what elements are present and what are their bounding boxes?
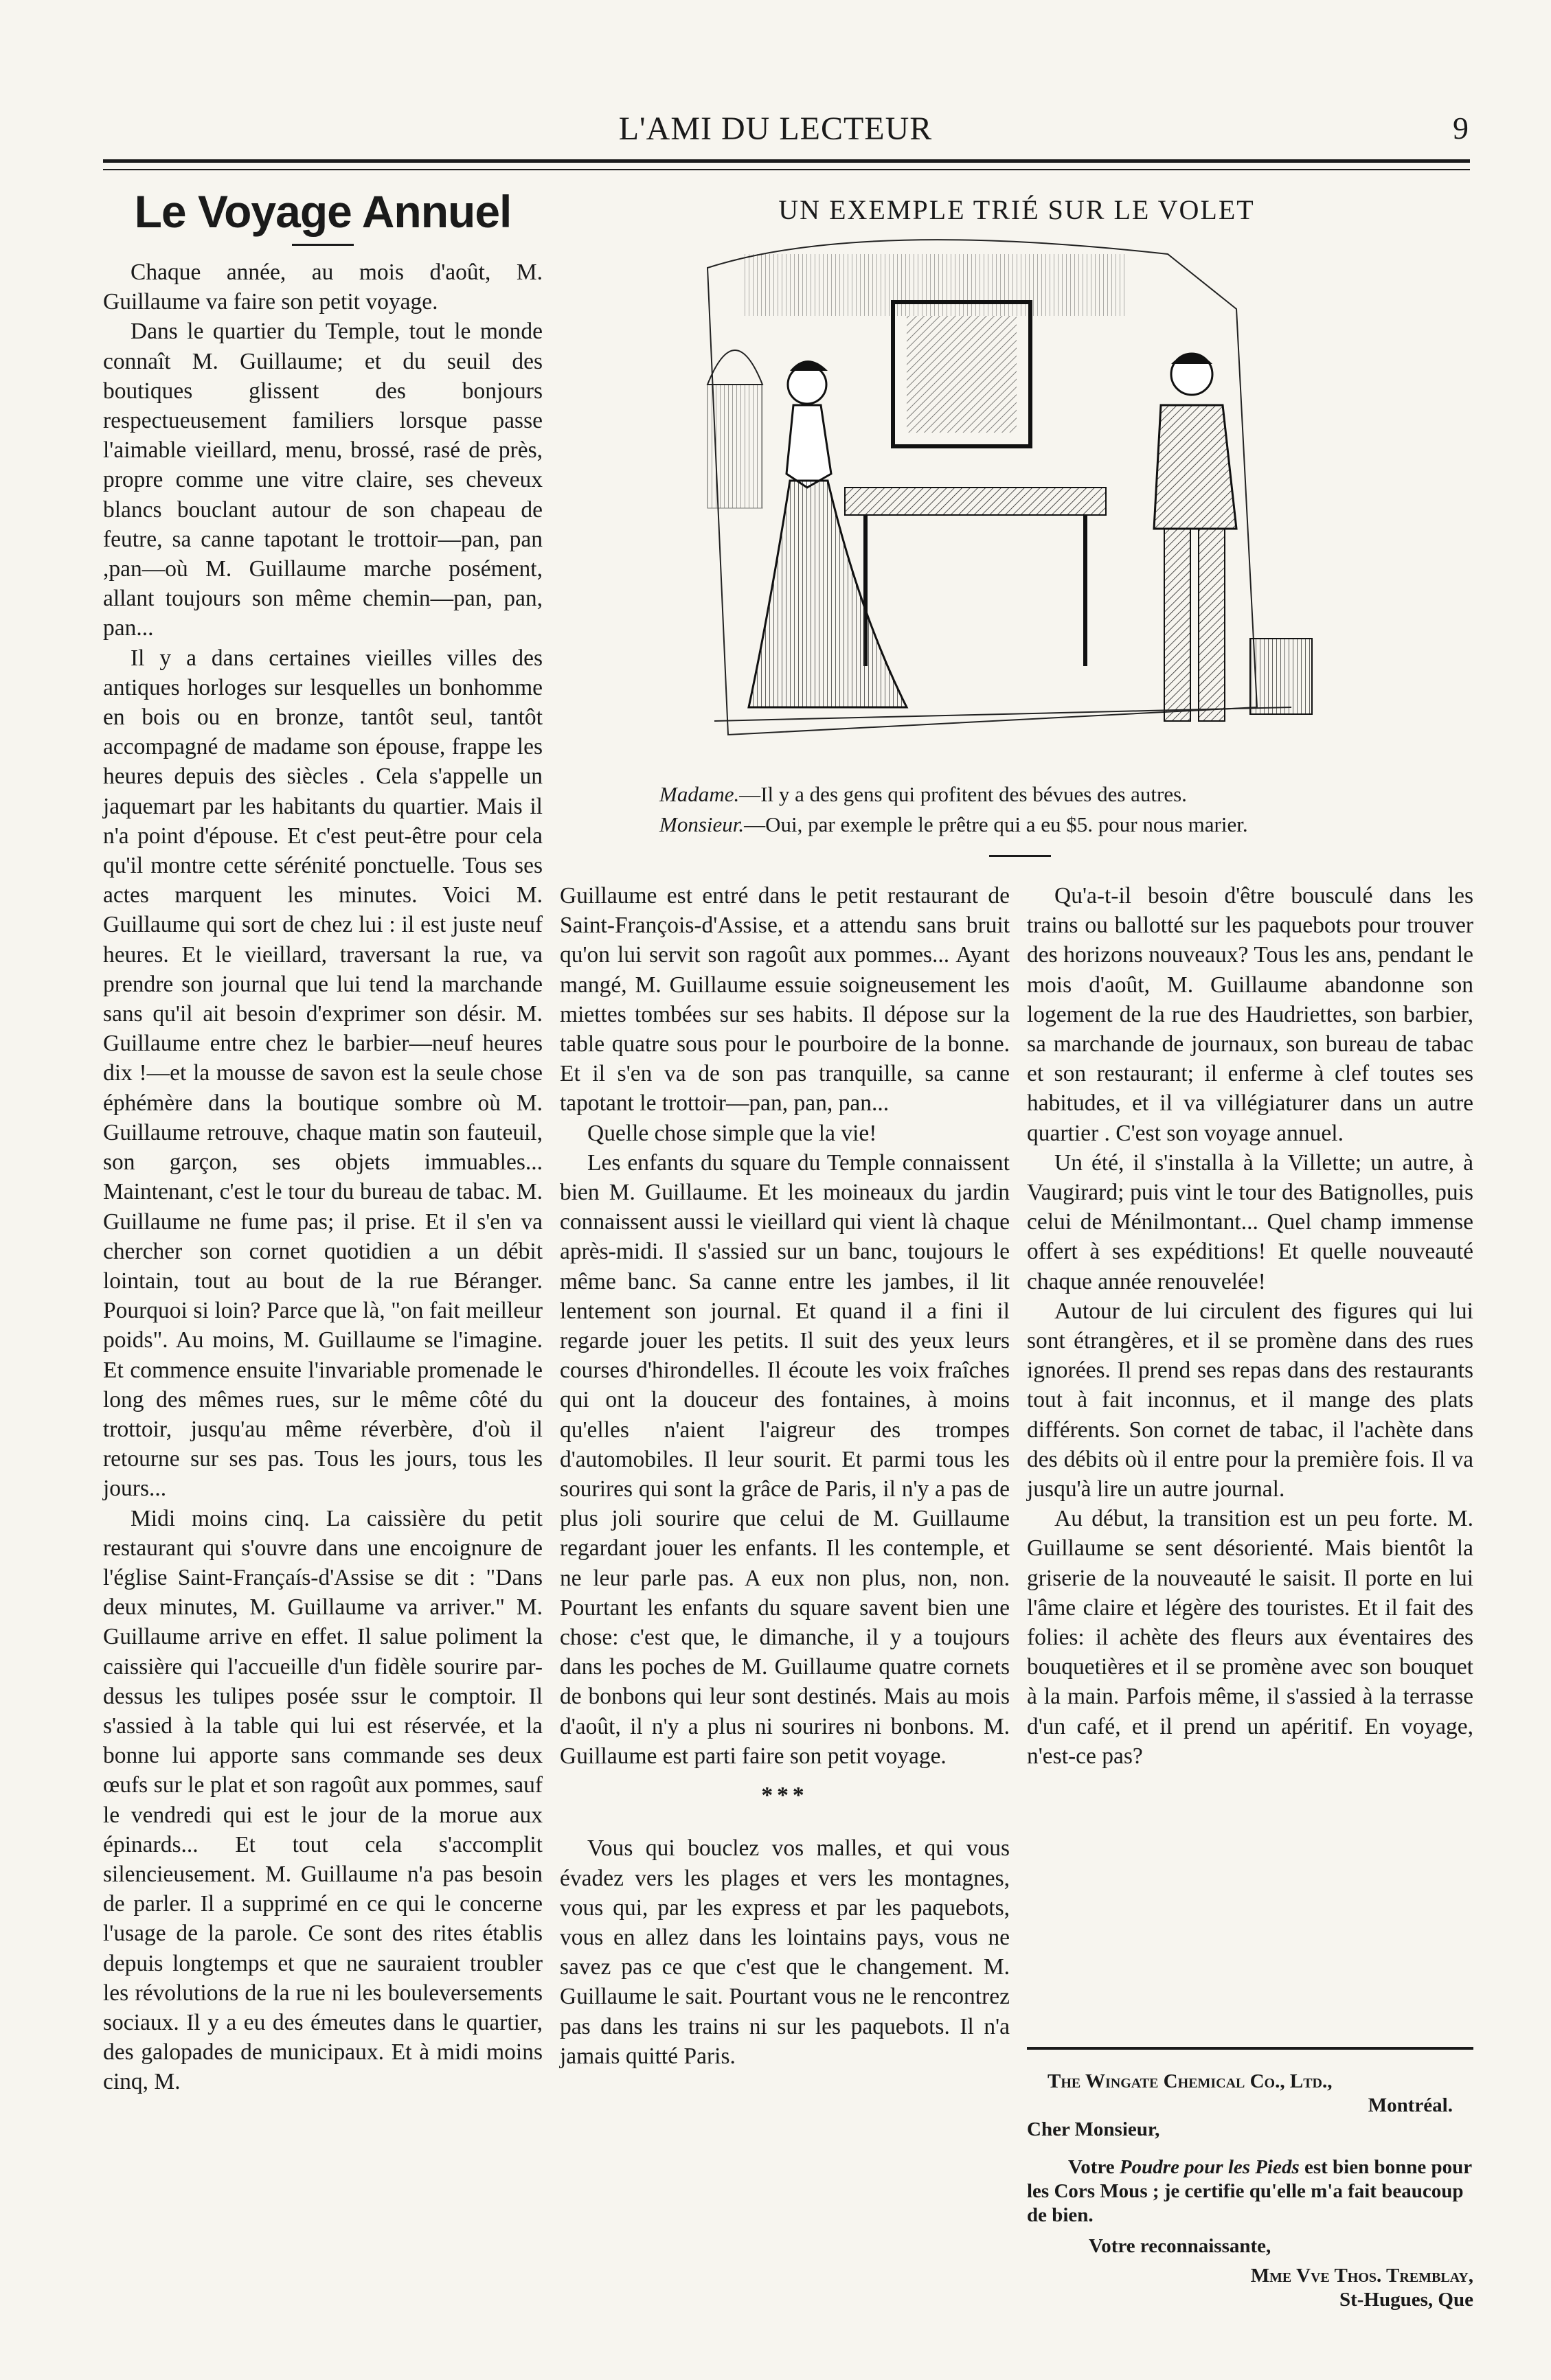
illustration-heading: UN EXEMPLE TRIÉ SUR LE VOLET: [778, 194, 1255, 225]
caption-speaker: Monsieur.: [659, 812, 745, 836]
paragraph: Au début, la transition est un peu forte. M. Guillaume se sent désorienté. Mais bientôt la griserie de la nouveauté le saisit. Il porte en lui l'âme claire et légère des touristes. Et il fait des folies: il achète des fleurs aux éventaires des bouquetières et il se promène avec son bouquet à la main. Parfois même, il s'assied à la terrasse d'un café, et il prend un apéritif. En voyage, n'est-ce pas?: [1027, 1506, 1473, 1769]
ad-divider: [1027, 2047, 1473, 2050]
column-left: [103, 258, 543, 2097]
ad-place: St-Hugues, Que: [1339, 2289, 1473, 2311]
ad-closing: Votre reconnaissante,: [1089, 2235, 1271, 2257]
paragraph: Qu'a-t-il besoin d'être bousculé dans les trains ou ballotté sur les paquebots pour trouver des horizons nouveaux? Tous les ans, pendant le mois d'août, M. Guillaume abandonne son logement de la rue des Haudriettes, son barbier, sa marchande de journaux, son bureau de tabac et son restaurant; il enferme à clef toutes ses habitudes, et il va villégiaturer dans un autre quartier . C'est son voyage annuel.: [1027, 883, 1473, 1146]
paragraph: Il y a dans certaines vieilles villes des antiques horloges sur lesquelles un bonhomme en bois ou en bronze, tantôt seul, tantôt accompagné de madame son épouse, frappe les heures depuis des siècles . Cela s'appelle un jaquemart par les habitants du quartier. Mais il n'a point d'épouse. Et c'est peut-être pour cela qu'il montre cette sérénité ponctuelle. Tous ses actes marquent les minutes. Voici M. Guillaume qui sort de chez lui : il est juste neuf heures. Et le vieillard, traversant la rue, va prendre son journal que lui tend la marchande sans qu'il ait besoin d'exprimer son désir. M. Guillaume entre chez le barbier—neuf heures dix !—et la mousse de savon est la seule chose éphémère dans la boutique sombre où M. Guillaume retrouve, chaque matin son fauteuil, son garçon, ses objets immuables... Maintenant, c'est le tour du bureau de tabac. M. Guillaume ne fume pas; il prise. Et il s'en va chercher son cornet quotidien a un débit lointain, tout au bout de la rue Béranger. Pourquoi si loin? Parce que là, "on fait meilleur poids". Au moins, M. Guillaume se l'imagine. Et commence ensuite l'invariable promenade le long des mêmes rues, sur le même côté du trottoir, jusqu'au même réverbère, d'où il retourne sur ses pas. Tous les jours, tous les jours...: [103, 645, 543, 1502]
ad-salutation: Cher Monsieur,: [1027, 2118, 1160, 2140]
ad-company: The Wingate Chemical Co., Ltd.,: [1048, 2070, 1333, 2092]
header-rule-thin: [103, 169, 1470, 170]
paragraph: Les enfants du square du Temple connaissent bien M. Guillaume. Et les moineaux du jardin connaissent aussi le vieillard qui vient là chaque après-midi. Il s'assied sur un banc, toujours le même banc. Sa canne entre les jambes, il lit lentement son journal. Et quand il a fini il regarde jouer les petits. Il suit des yeux leurs courses d'hirondelles. Il écoute les voix fraîches qui ont la douceur des fontaines, à moins qu'elles n'aient l'aigreur des trompes d'automobiles. Il leur sourit. Et parmi tous les sourires qui sont la grâce de Paris, il n'y a pas de plus joli sourire que celui de M. Guillaume regardant jouer les enfants. Il les contemple, et ne leur parle pas. A eux non plus, non, non. Pourtant les enfants du square savent bien une chose: c'est que, le dimanche, il y a toujours dans les poches de M. Guillaume quatre cornets de bonbons qui leur sont destinés. Mais au mois d'août, il n'y a plus ni sourires ni bonbons. M. Guillaume est parti faire son petit voyage.: [560, 1149, 1010, 1769]
cartoon-illustration: [687, 227, 1339, 769]
paragraph: Dans le quartier du Temple, tout le monde connaît M. Guillaume; et du seuil des boutiques glissent des bonjours respectueusement familiers lorsque passe l'aimable vieillard, menu, brossé, rasé de près, propre comme une vitre claire, ses cheveux blancs bouclant autour de son chapeau de feutre, sa canne tapotant le trottoir—pan, pan ,pan—où M. Guillaume marche posément, allant toujours son même chemin—pan, pan, pan...: [103, 319, 543, 641]
ad-signature: Mme Vve Thos. Tremblay,: [1250, 2265, 1473, 2287]
paragraph: Autour de lui circulent des figures qui lui sont étrangères, et il se promène dans des rues ignorées. Il prend ses repas dans des restaurants tout à fait inconnus, et il mange des plats différents. Son cornet de tabac, il l'achète dans des débits où il entre pour la première fois. Il va jusqu'à lire un autre journal.: [1027, 1298, 1473, 1502]
paragraph: Un été, il s'installa à la Villette; un autre, à Vaugirard; puis vint le tour des Batignolles, puis celui de Ménilmontant... Quel champ immense offert à ses expéditions! Et quelle nouveauté chaque année renouvelée!: [1027, 1149, 1473, 1294]
testimonial-ad: [1027, 2070, 1473, 2312]
caption-divider: [989, 855, 1051, 857]
illustration-caption: [659, 779, 1415, 840]
ad-body-suffix: est bien bonne pour les Cors Mous ; je certifie qu'elle m'a fait beaucoup de bien.: [1027, 2156, 1472, 2226]
ad-body: [1027, 2155, 1473, 2228]
paragraph: Midi moins cinq. La caissière du petit restaurant qui s'ouvre dans une encoignure de l'église Saint-Françaís-d'Assise se dit : "Dans deux minutes, M. Guillaume va arriver." M. Guillaume arrive en effet. Il salue poliment la caissière qui l'accueille d'un fidèle sourire par-dessus les tulipes posée ssur le comptoir. Il s'assied à la table qui lui est réservée, et la bonne lui apporte sans commande ses deux œufs sur le plat et son ragoût aux pommes, sauf le vendredi qui est le jour de la morue aux épinards... Et tout cela s'accomplit silencieusement. M. Guillaume n'a pas besoin de parler. Il a supprimé en ce qui le concerne l'usage de la parole. Ce sont des rites établis depuis longtemps et que ne sauraient troubler les révolutions de la rue ni les bouleversements sociaux. Il y a eu des émeutes dans le quartier, des galopades de municipaux. Et à midi moins cinq, M.: [103, 1505, 543, 2095]
column-right: [1027, 881, 1473, 1771]
header-rule-thick: [103, 159, 1470, 163]
paragraph: Chaque année, au mois d'août, M. Guillaume va faire son petit voyage.: [103, 260, 543, 315]
caption-text: —Oui, par exemple le prêtre qui a eu $5. pour nous marier.: [744, 812, 1248, 836]
paragraph: Guillaume est entré dans le petit restaurant de Saint-François-d'Assise, et a attendu sans bruit qu'on lui servit son ragoût aux pommes... Ayant mangé, M. Guillaume essuie soigneusement les miettes tombées sur ses habits. Il dépose sur la table quatre sous pour le pourboire de la bonne. Et il s'en va de son pas tranquille, sa canne tapotant le trottoir—pan, pan, pan...: [560, 883, 1010, 1117]
paragraph: Quelle chose simple que la vie!: [587, 1120, 877, 1146]
title-divider: [292, 244, 354, 246]
section-separator: ***: [761, 1783, 808, 1809]
article-title: Le Voyage Annuel: [134, 186, 512, 237]
ad-body-prefix: Votre: [1068, 2156, 1120, 2178]
caption-speaker: Madame.: [659, 782, 740, 806]
caption-text: —Il y a des gens qui profitent des bévues des autres.: [739, 782, 1187, 806]
paragraph: Vous qui bouclez vos malles, et qui vous évadez vers les plages et vers les montagnes, vous qui, par les express et par les paquebots, vous en allez dans les lointains pays, vous ne savez pas ce que c'est que le changement. M. Guillaume le sait. Pourtant vous ne le rencontrez pas dans les trains ni sur les paquebots. Il n'a jamais quitté Paris.: [560, 1835, 1010, 2069]
ad-product: Poudre pour les Pieds: [1119, 2156, 1300, 2178]
running-header: L'AMI DU LECTEUR: [618, 111, 933, 147]
ad-city: Montréal.: [1368, 2094, 1453, 2116]
column-middle: [560, 881, 1010, 2071]
page-number: 9: [1453, 111, 1469, 146]
